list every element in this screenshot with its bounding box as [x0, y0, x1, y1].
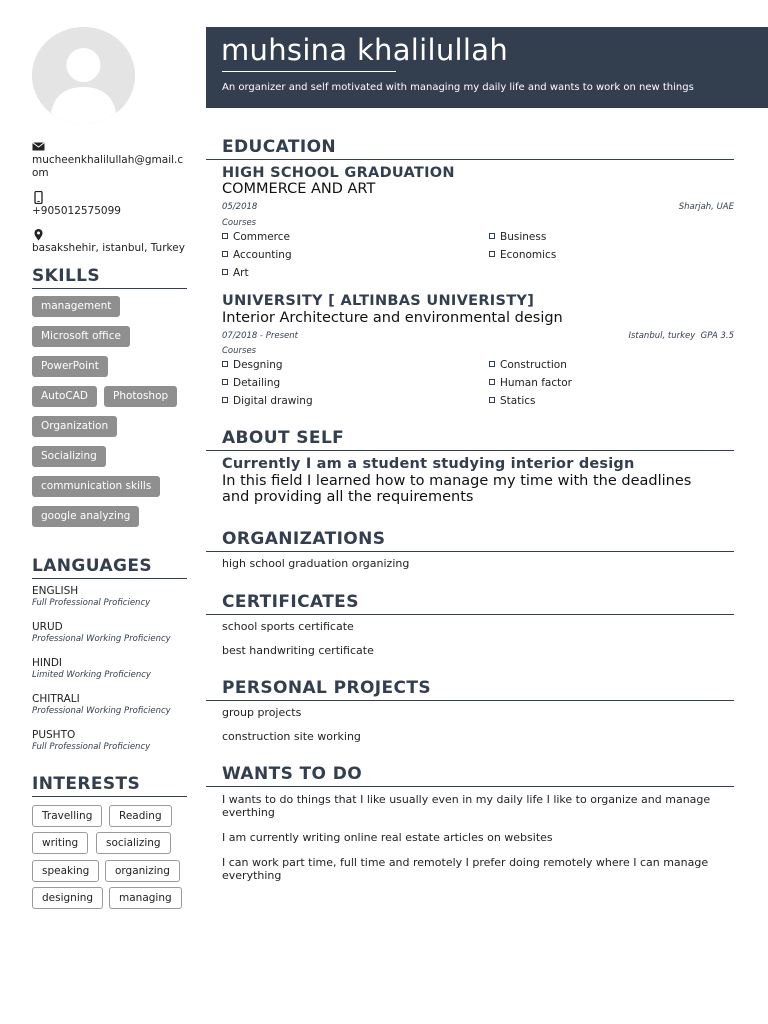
- certificate-item: best handwriting certificate: [222, 644, 374, 657]
- organizations-heading: ORGANIZATIONS: [206, 529, 734, 552]
- interest-tag: speaking: [32, 860, 99, 882]
- about-title: Currently I am a student studying interior design: [222, 456, 635, 472]
- language-level: Professional Working Proficiency: [32, 634, 171, 644]
- skill-tag: Photoshop: [104, 386, 177, 407]
- contact-email: [32, 140, 187, 180]
- bullet-square-icon: [222, 269, 228, 275]
- skill-tag: Socializing: [32, 446, 106, 467]
- projects-heading: PERSONAL PROJECTS: [206, 678, 734, 701]
- bullet-square-icon: [489, 379, 495, 385]
- bullet-square-icon: [489, 251, 495, 257]
- language-name: ENGLISH: [32, 585, 79, 597]
- language-name: URUD: [32, 621, 63, 633]
- language-level: Full Professional Proficiency: [32, 598, 151, 608]
- contact-phone: [32, 191, 187, 218]
- degree-title: UNIVERSITY [ ALTINBAS UNIVERISTY]: [222, 293, 535, 309]
- course-item: Statics: [489, 395, 536, 407]
- course-item: Business: [489, 231, 546, 243]
- skill-tag: management: [32, 296, 120, 317]
- course-item: Commerce: [222, 231, 290, 243]
- interests-heading: INTERESTS: [32, 774, 187, 797]
- bullet-square-icon: [489, 233, 495, 239]
- location-text: basakshehir, istanbul, Turkey: [32, 242, 185, 254]
- interest-tag: writing: [32, 832, 88, 854]
- email-text[interactable]: mucheenkhalilullah@gmail.com: [32, 154, 184, 179]
- language-level: Full Professional Proficiency: [32, 742, 151, 752]
- wants-item: I can work part time, full time and remotely I prefer doing remotely where I can manage everything: [222, 856, 709, 882]
- language-name: HINDI: [32, 657, 63, 669]
- avatar: [32, 27, 135, 124]
- bullet-square-icon: [222, 233, 228, 239]
- degree-date: 07/2018 - Present: [222, 331, 299, 341]
- avatar-placeholder-icon: [32, 27, 135, 124]
- course-item: Human factor: [489, 377, 572, 389]
- degree-location-gpa: [628, 331, 734, 341]
- certificates-heading: CERTIFICATES: [206, 592, 734, 615]
- interest-tag: managing: [109, 887, 182, 909]
- degree-subtitle: COMMERCE AND ART: [222, 181, 376, 197]
- language-item: [32, 657, 192, 681]
- language-level: Limited Working Proficiency: [32, 670, 151, 680]
- about-text: In this field I learned how to manage my time with the deadlines and providing all the requirements: [222, 473, 692, 505]
- course-item: Art: [222, 267, 249, 279]
- interest-tag: designing: [32, 887, 103, 909]
- degree-gpa: GPA 3.5: [700, 331, 734, 341]
- bullet-square-icon: [222, 251, 228, 257]
- course-item: Construction: [489, 359, 567, 371]
- organization-item: high school graduation organizing: [222, 557, 410, 570]
- degree-subtitle: Interior Architecture and environmental design: [222, 310, 563, 326]
- about-heading: ABOUT SELF: [206, 428, 734, 451]
- languages-heading: LANGUAGES: [32, 556, 187, 579]
- certificate-item: school sports certificate: [222, 620, 354, 633]
- contact-location: [32, 228, 187, 255]
- courses-label: Courses: [222, 218, 257, 228]
- phone-icon: [32, 191, 45, 204]
- wants-item: I am currently writing online real estate articles on websites: [222, 831, 553, 844]
- degree-location: Sharjah, UAE: [678, 202, 734, 212]
- map-pin-icon: [32, 228, 45, 241]
- interest-tag: socializing: [96, 832, 171, 854]
- course-item: Digital drawing: [222, 395, 313, 407]
- skill-tag: communication skills: [32, 476, 160, 497]
- language-item: [32, 729, 192, 753]
- name-underline: [222, 71, 396, 72]
- language-item: [32, 693, 192, 717]
- language-level: Professional Working Proficiency: [32, 706, 171, 716]
- envelope-icon: [32, 140, 45, 153]
- language-name: PUSHTO: [32, 729, 76, 741]
- course-item: Detailing: [222, 377, 280, 389]
- interest-tag: Travelling: [32, 805, 102, 827]
- education-heading: EDUCATION: [206, 137, 734, 160]
- tagline: An organizer and self motivated with managing my daily life and wants to work on new things: [222, 82, 694, 93]
- language-name: CHITRALI: [32, 693, 80, 705]
- interest-tag: Reading: [109, 805, 172, 827]
- language-item: [32, 621, 192, 645]
- bullet-square-icon: [222, 379, 228, 385]
- project-item: construction site working: [222, 730, 361, 743]
- skill-tag: AutoCAD: [32, 386, 97, 407]
- skill-tag: google analyzing: [32, 506, 139, 527]
- degree-title: HIGH SCHOOL GRADUATION: [222, 165, 455, 181]
- course-item: Desgning: [222, 359, 283, 371]
- header-banner: [206, 27, 768, 108]
- skill-tag: PowerPoint: [32, 356, 108, 377]
- degree-location: Istanbul, turkey: [628, 331, 696, 341]
- skill-tag: Organization: [32, 416, 117, 437]
- courses-label: Courses: [222, 346, 257, 356]
- skills-heading: SKILLS: [32, 266, 187, 289]
- project-item: group projects: [222, 706, 302, 719]
- language-item: [32, 585, 192, 609]
- wants-heading: WANTS TO DO: [206, 764, 734, 787]
- phone-text: +905012575099: [32, 205, 121, 217]
- course-item: Economics: [489, 249, 556, 261]
- course-item: Accounting: [222, 249, 292, 261]
- bullet-square-icon: [222, 361, 228, 367]
- skill-tag: Microsoft office: [32, 326, 130, 347]
- bullet-square-icon: [489, 361, 495, 367]
- bullet-square-icon: [222, 397, 228, 403]
- degree-date: 05/2018: [222, 202, 258, 212]
- bullet-square-icon: [489, 397, 495, 403]
- person-name: muhsina khalilullah: [221, 33, 509, 67]
- interest-tag: organizing: [105, 860, 180, 882]
- wants-item: I wants to do things that I like usually even in my daily life I like to organize and manage everthing: [222, 793, 711, 819]
